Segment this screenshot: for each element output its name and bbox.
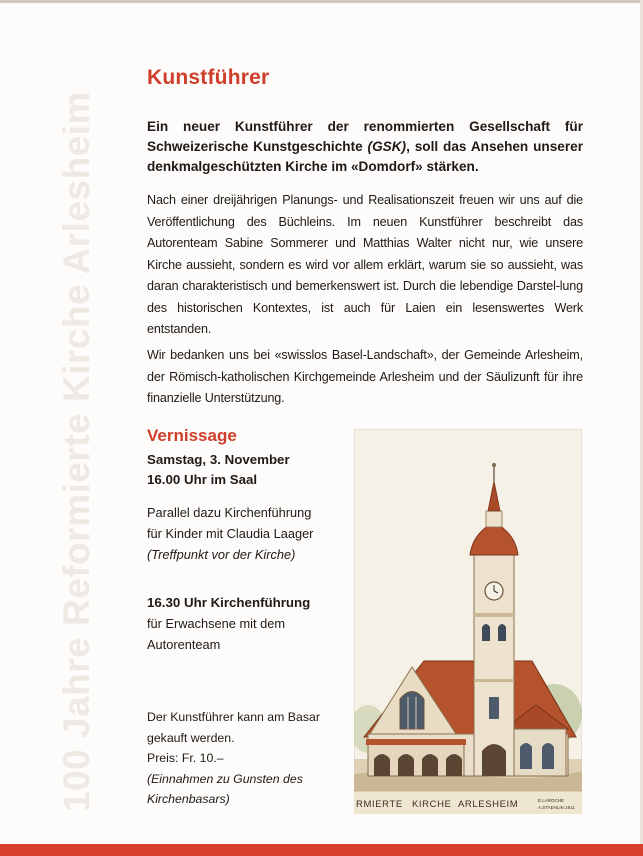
proceeds-note: Kirchenbasars) — [147, 792, 230, 806]
sale-line: Der Kunstführer kann am Basar — [147, 710, 320, 724]
caption-right: ARLESHEIM — [458, 799, 519, 810]
caption-left: RMIERTE — [356, 799, 403, 810]
proceeds-note: (Einnahmen zu Gunsten des — [147, 771, 303, 786]
article-title: Kunstführer — [147, 66, 270, 89]
kids-tour-meeting-point: (Treffpunkt vor der Kirche) — [147, 547, 296, 562]
kids-tour-block — [147, 502, 347, 565]
vernissage-date: Samstag, 3. November — [147, 452, 290, 467]
kids-tour-line: Parallel dazu Kirchenführung — [147, 505, 312, 520]
vernissage-time: 16.00 Uhr im Saal — [147, 472, 258, 487]
signature: E.LAROCHE — [538, 798, 565, 803]
sale-line: gekauft werden. — [147, 730, 235, 745]
paragraph-thanks: Wir bedanken uns bei «swisslos Basel-Landschaft», der Gemeinde Arlesheim, der Römisch-katholischen Kirchgemeinde Arlesheim und der Säulizunft für ihre finanzielle Unterstützung. — [147, 348, 583, 405]
side-title: 100 Jahre Reformierte Kirche Arlesheim — [56, 91, 97, 812]
adult-tour-title: 16.30 Uhr Kirchenführung — [147, 595, 311, 610]
signature: A.STAEHLIN 1911 — [538, 805, 575, 810]
paragraph-publication: Nach einer dreijährigen Planungs- und Realisationszeit freuen wir uns auf die Veröffentlichung des Büchleins. Im neuen Kunstführer beschreibt das Autorenteam Sabine Sommerer und Matthias Walter nicht nur, wie unsere Kirche aussieht, sondern es wird vor allem erklärt, warum sie so aussieht, was daran charakteristisch und bemerkenswert ist. Durch die lebendige Darstel-lung des historischen Kontextes, ist auch für Laien ein lesenswertes Werk entstanden. — [147, 193, 583, 336]
kids-tour-line: für Kinder mit Claudia Laager — [147, 526, 314, 541]
bottom-red-bar — [0, 844, 643, 856]
adult-tour-line: Autorenteam — [147, 637, 221, 652]
article-lead — [147, 117, 583, 177]
page-top-edge — [0, 0, 643, 3]
caption-mid: KIRCHE — [412, 799, 452, 810]
price: Preis: Fr. 10.– — [147, 751, 224, 765]
adult-tour-line: für Erwachsene mit dem — [147, 616, 285, 631]
sale-block — [147, 707, 347, 810]
lead-text-1: Ein neuer Kunstführer der renommierten Gesellschaft für Schweizerische Kunstgeschichte — [147, 119, 583, 154]
lead-text-2: , soll das Ansehen unserer denkmalgeschützten Kirche im «Domdorf» stärken. — [147, 139, 583, 174]
church-illustration — [354, 429, 582, 814]
vernissage-heading: Vernissage — [147, 426, 237, 445]
adult-tour-block — [147, 592, 347, 655]
lead-emphasis: (GSK) — [367, 139, 407, 154]
